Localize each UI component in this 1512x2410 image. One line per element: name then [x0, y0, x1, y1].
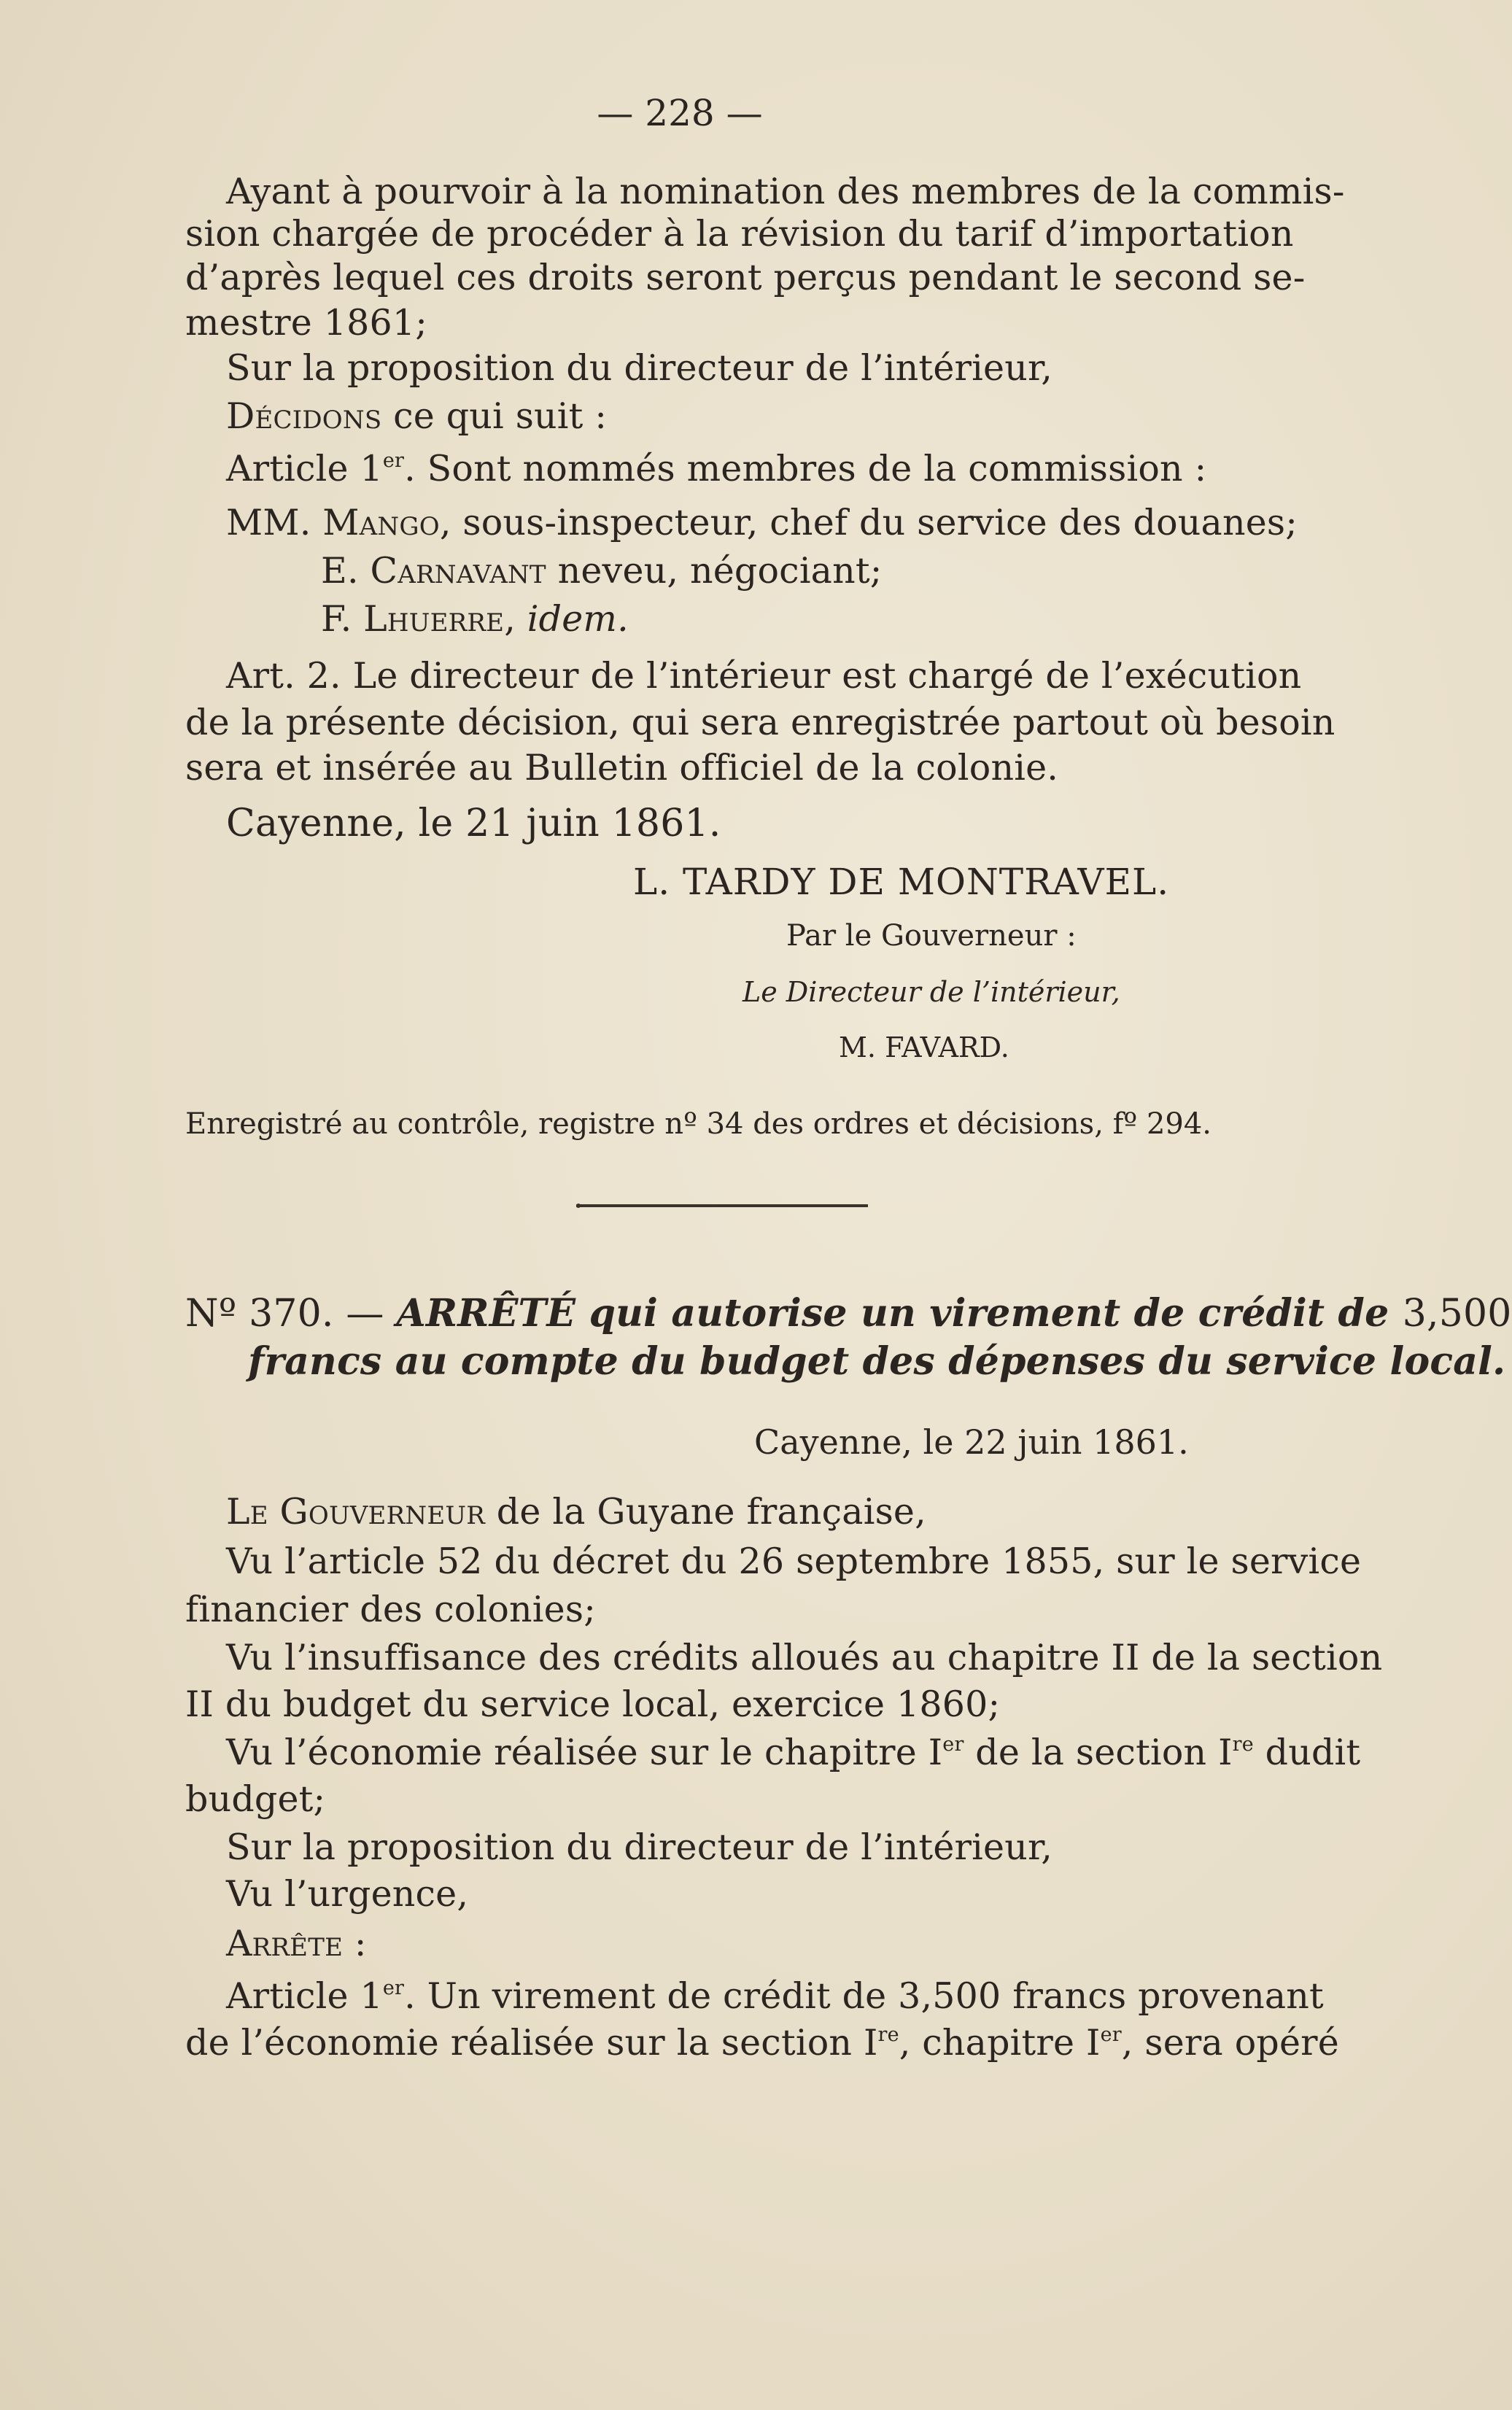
signatory: L. TARDY DE MONTRAVEL.	[633, 861, 1170, 903]
superscript: er	[942, 1733, 964, 1756]
arrete-last-line	[185, 2020, 1339, 2066]
superscript: er	[382, 1977, 405, 2000]
article-text: . Un virement de crédit de 3,500 francs provenant	[404, 1975, 1324, 2017]
urgence-line: Vu l’urgence,	[226, 1873, 469, 1915]
article-2-line: Art. 2. Le directeur de l’intérieur est chargé de l’exécution	[226, 655, 1302, 697]
directeur-title: Le Directeur de l’intérieur,	[743, 976, 1120, 1008]
superscript: er	[1100, 2023, 1122, 2047]
paragraph-line: d’après lequel ces droits seront perçus pendant le second se-	[185, 257, 1306, 298]
page-number: — 228 —	[597, 92, 763, 134]
paragraph-line: Ayant à pourvoir à la nomination des membres de la commis-	[226, 171, 1345, 212]
vu-line: financier des colonies;	[185, 1589, 596, 1630]
article-text: de l’économie réalisée sur la section I	[185, 2022, 878, 2064]
arrete-title-line-2: francs au compte du budget des dépenses du service local.	[248, 1339, 1506, 1384]
member-line	[321, 597, 1288, 642]
article-1-text: . Sont nommés membres de la commission :	[404, 448, 1207, 489]
arrete-title-line	[185, 1291, 1512, 1336]
separator-rule	[576, 1204, 868, 1207]
gouverneur-line	[226, 1489, 1288, 1535]
gouverneur-keyword: Le Gouverneur	[226, 1491, 486, 1533]
arrete-article-1-line	[226, 1974, 1324, 2019]
gouverneur-rest: de la Guyane française,	[485, 1491, 926, 1533]
vu-line: budget;	[185, 1778, 326, 1820]
vu-text: dudit	[1253, 1732, 1361, 1773]
superscript: re	[1232, 1733, 1254, 1756]
superscript: re	[877, 2023, 899, 2047]
member-role: , sous-inspecteur, chef du service des douanes;	[439, 502, 1298, 543]
member-line	[321, 549, 1288, 594]
article-1-sup: er	[382, 449, 405, 473]
member-idem: idem.	[527, 598, 629, 640]
vu-line	[226, 1730, 1361, 1775]
vu-text: Vu l’économie réalisée sur le chapitre I	[226, 1732, 943, 1773]
article-2-line: de la présente décision, qui sera enregistrée partout où besoin	[185, 702, 1335, 743]
arrete-amount: 3,500	[1402, 1292, 1512, 1336]
arrete-number: Nº 370. —	[185, 1292, 397, 1336]
member-name: Mango	[322, 502, 440, 543]
directeur-name: M. FAVARD.	[839, 1031, 1009, 1063]
article-label: Article 1	[226, 1975, 383, 2017]
article-1-line	[226, 446, 1288, 492]
article-text: , sera opéré	[1121, 2022, 1339, 2064]
member-role: ,	[504, 598, 527, 640]
decidons-keyword: Décidons	[226, 395, 382, 437]
vu-text: de la section I	[964, 1732, 1233, 1773]
member-name: Lhuerre	[363, 598, 505, 640]
proposition-line: Sur la proposition du directeur de l’intérieur,	[226, 347, 1052, 389]
member-name: Carnavant	[370, 550, 546, 592]
arrete-title: ARRÊTÉ qui autorise un virement de crédit de	[396, 1291, 1403, 1336]
paragraph-line: sion chargée de procéder à la révision du tarif d’importation	[185, 213, 1294, 255]
member-prefix: E.	[321, 550, 371, 592]
member-prefix: MM.	[226, 502, 323, 543]
member-role: neveu, négociant;	[546, 550, 883, 592]
vu-line: Vu l’insuffisance des crédits alloués au chapitre II de la section	[226, 1637, 1383, 1678]
decidons-rest: ce qui suit :	[381, 395, 608, 437]
decidons-line	[226, 394, 1288, 439]
article-text: , chapitre I	[899, 2022, 1101, 2064]
article-2-line: sera et insérée au Bulletin officiel de la colonie.	[185, 747, 1059, 789]
vu-line: II du budget du service local, exercice 1860;	[185, 1683, 1001, 1725]
arrete-keyword: Arrête :	[226, 1923, 367, 1964]
arrete-date: Cayenne, le 22 juin 1861.	[754, 1422, 1189, 1462]
paragraph-line: mestre 1861;	[185, 302, 427, 344]
enregistre-note: Enregistré au contrôle, registre nº 34 des ordres et décisions, fº 294.	[185, 1107, 1212, 1141]
article-1-label: Article 1	[226, 448, 383, 489]
date-line: Cayenne, le 21 juin 1861.	[226, 802, 721, 845]
vu-line: Vu l’article 52 du décret du 26 septembre 1855, sur le service	[226, 1541, 1362, 1582]
proposition-line: Sur la proposition du directeur de l’intérieur,	[226, 1826, 1052, 1868]
member-prefix: F.	[321, 598, 364, 640]
member-line	[226, 500, 1298, 546]
par-le-gouverneur: Par le Gouverneur :	[786, 919, 1077, 953]
